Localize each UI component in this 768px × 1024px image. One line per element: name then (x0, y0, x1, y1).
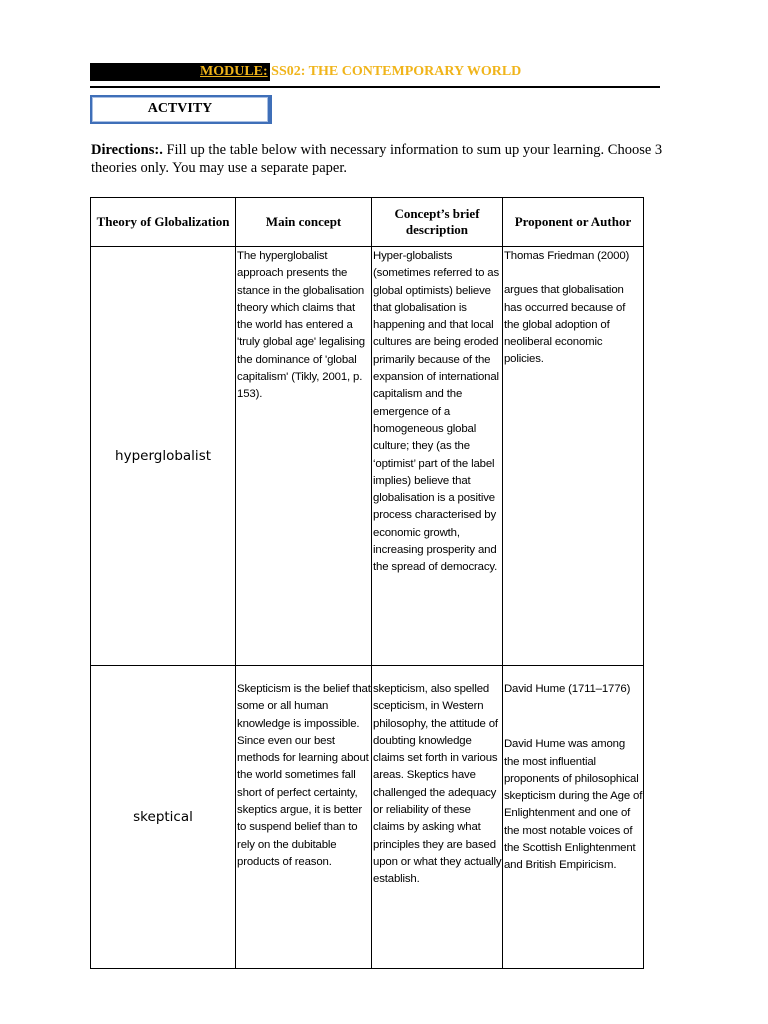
proponent-name: Thomas Friedman (2000) (503, 250, 630, 262)
directions-text: Fill up the table below with necessary information to sum up your learning. Choose 3 theories only. You may use a separate paper. (91, 142, 663, 176)
header-description: Concept’s brief description (372, 198, 503, 247)
table-header-row (91, 198, 644, 247)
header-theory: Theory of Globalization (91, 198, 236, 247)
proponent-cell (502, 247, 643, 666)
activity-box (90, 95, 272, 124)
theory-name: skeptical (91, 666, 236, 969)
table-row (91, 666, 644, 969)
proponent-cell (502, 666, 643, 969)
main-concept-cell: The hyperglobalist approach presents the stance in the globalisation theory which claims that the world has entered a 'truly global age' legalising the dominance of 'global capitalism' (Tikly, 2001, p. 153). (236, 247, 372, 666)
main-concept-cell: Skepticism is the belief that some or all human knowledge is impossible. Since even our best methods for learning about the world sometimes fall short of perfect certainty, skeptics argue, it is better to suspend belief than to rely on the dubitable products of reason. (236, 666, 372, 969)
description-cell: skepticism, also spelled scepticism, in Western philosophy, the attitude of doubting knowledge claims set forth in various areas. Skeptics have challenged the adequacy or reliability of these claims by asking what principles they are based upon or what they actually establish. (372, 666, 503, 969)
module-name: SS02: THE CONTEMPORARY WORLD (267, 64, 522, 79)
spacer (504, 265, 643, 282)
header-divider (90, 86, 660, 88)
directions-paragraph (91, 141, 671, 177)
theory-name: hyperglobalist (91, 247, 236, 666)
header-main-concept: Main concept (236, 198, 372, 247)
description-cell: Hyper-globalists (sometimes referred to as global optimists) believe that globalisation is happening and that local cultures are being eroded primarily because of the expansion of international capitalism and the emergence of a homogeneous global culture; they (as the ‘optimist’ part of the label implies) believe that globalisation is a positive process characterised by economic growth, increasing prosperity and the spread of democracy. (372, 247, 503, 666)
directions-lead: Directions:. (91, 142, 163, 158)
theories-table (90, 197, 644, 969)
header-proponent: Proponent or Author (502, 198, 643, 247)
proponent-name: David Hume (1711–1776) (503, 683, 631, 695)
module-title (200, 63, 521, 81)
proponent-note: argues that globalisation has occurred because of the global adoption of neoliberal economic policies. (503, 284, 626, 366)
module-prefix: MODULE: (200, 64, 268, 79)
spacer (504, 698, 643, 736)
proponent-note: David Hume was among the most influential proponents of philosophical skepticism during the Age of Enlightenment and one of the most notable voices of the Scottish Enlightenment and British Empiricism. (503, 738, 643, 872)
activity-label: ACTVITY (147, 101, 213, 116)
table-row (91, 247, 644, 666)
